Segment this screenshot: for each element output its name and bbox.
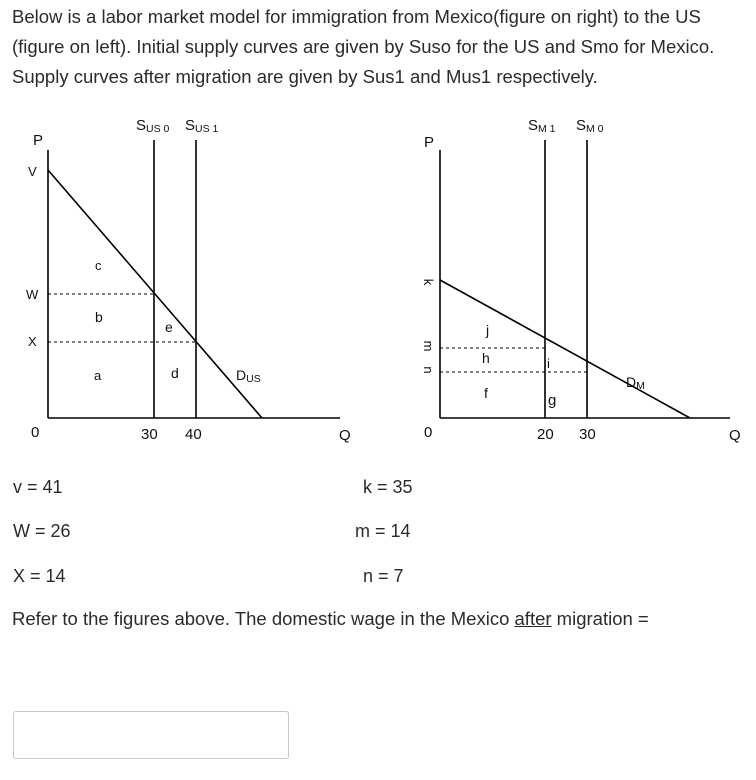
us-price-v-label: V: [28, 164, 37, 179]
mx-demand-main: D: [626, 374, 637, 390]
us-supply1-sub: US 1: [195, 123, 219, 135]
mx-qty-30-label: 30: [579, 426, 596, 443]
mx-supply1-label: [528, 117, 556, 135]
us-x-axis-label: Q: [339, 427, 351, 444]
us-area-c-label: c: [95, 258, 102, 273]
mx-area-j-label: j: [486, 322, 490, 338]
mx-graph: [421, 117, 741, 444]
given-x: X = 14: [13, 566, 66, 586]
mx-demand-sub: M: [636, 380, 645, 392]
question-underlined: after: [514, 608, 552, 629]
question-text: [12, 608, 649, 630]
us-supply0-main: S: [136, 117, 147, 134]
mx-price-m-label: m: [421, 340, 436, 352]
us-area-d-label: d: [171, 365, 179, 381]
mx-y-axis-label: P: [424, 134, 435, 151]
mx-demand-label: [626, 374, 645, 392]
mx-x-axis-label: Q: [729, 427, 741, 444]
mx-supply0-sub: M 0: [586, 123, 604, 135]
mx-area-f-label: f: [484, 385, 488, 401]
mx-qty-20-label: 20: [537, 426, 554, 443]
us-area-e-label: e: [165, 319, 173, 335]
us-y-axis-label: P: [33, 132, 44, 149]
us-qty-40-label: 40: [185, 426, 202, 443]
us-graph: [26, 117, 351, 444]
us-price-w-label: W: [26, 287, 39, 302]
us-supply1-main: S: [185, 117, 196, 134]
question-before: Refer to the figures above. The domestic wage in the Mexico: [12, 608, 515, 629]
us-price-x-label: X: [28, 334, 37, 349]
mx-supply1-main: S: [528, 117, 539, 134]
question-after: migration =: [551, 608, 649, 629]
us-demand-main: D: [236, 367, 247, 383]
us-supply0-sub: US 0: [146, 123, 170, 135]
mx-supply0-main: S: [576, 117, 587, 134]
problem-intro: Below is a labor market model for immigration from Mexico(figure on right) to the US (figure on left). Initial supply curves are given by Suso for the US and Smo for Mexico. Supply curves after migration are given by Sus1 and Mus1 respectively.: [12, 6, 715, 87]
given-n: n = 7: [363, 566, 404, 586]
mx-supply1-sub: M 1: [538, 123, 556, 135]
mx-demand-curve: [440, 280, 690, 418]
us-area-a-label: a: [94, 368, 102, 383]
mx-supply0-label: [576, 117, 604, 135]
labor-market-diagrams: [0, 105, 756, 455]
us-origin-label: 0: [31, 424, 40, 441]
given-v: v = 41: [13, 477, 63, 497]
mx-area-h-label: h: [482, 350, 490, 366]
us-demand-label: [236, 367, 261, 385]
answer-input[interactable]: [13, 711, 289, 759]
us-supply0-label: [136, 117, 170, 135]
us-demand-sub: US: [246, 373, 261, 385]
mx-origin-label: 0: [424, 424, 433, 441]
given-w: W = 26: [13, 521, 71, 541]
us-qty-30-label: 30: [141, 426, 158, 443]
us-area-b-label: b: [95, 309, 103, 325]
mx-area-g-label: g: [548, 392, 557, 409]
us-supply1-label: [185, 117, 219, 135]
given-k: k = 35: [363, 477, 413, 497]
given-m: m = 14: [355, 521, 411, 541]
mx-price-k-label: k: [421, 278, 436, 286]
mx-area-i-label: i: [547, 356, 550, 371]
mx-price-n-label: n: [421, 366, 436, 374]
